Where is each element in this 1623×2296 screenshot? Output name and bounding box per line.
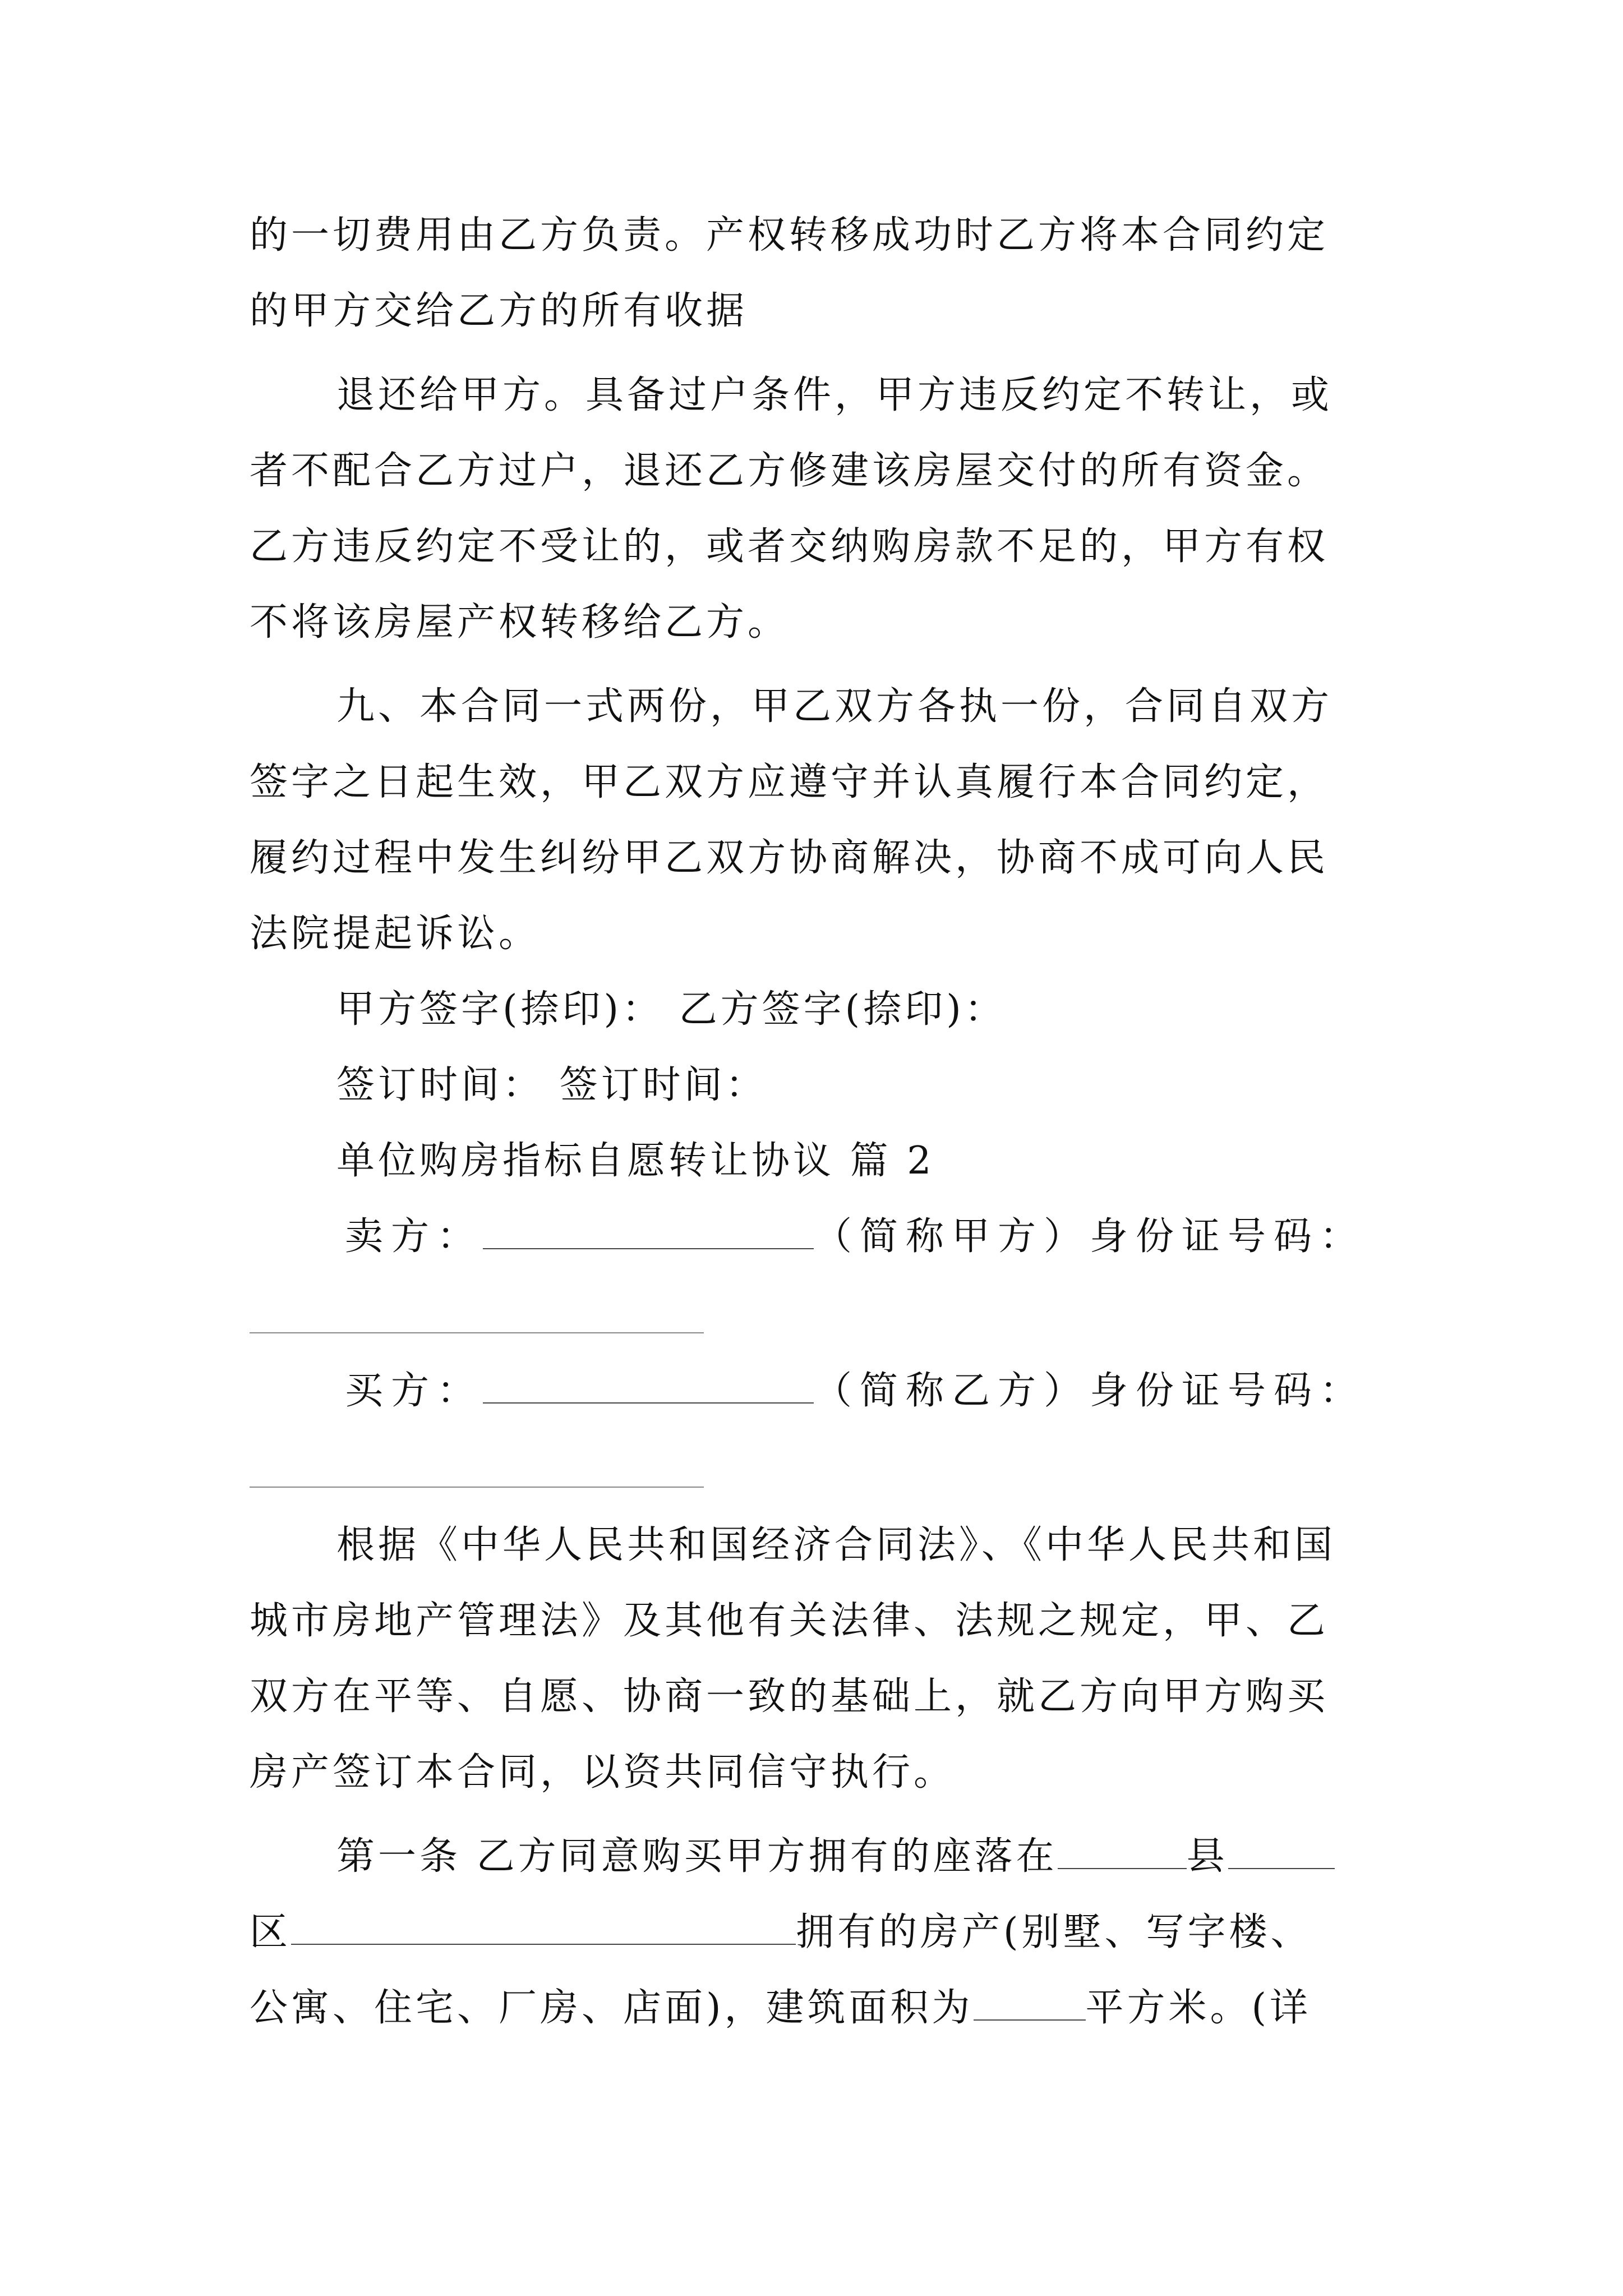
- seller-suffix: （简称甲方）身份证号码：: [814, 1214, 1366, 1259]
- district-label: 区: [250, 1910, 292, 1954]
- signature-line: 甲方签字(捺印)： 乙方签字(捺印)：: [336, 987, 1006, 1032]
- seller-id-blank: [250, 1332, 704, 1333]
- buyer-name-blank: [483, 1369, 814, 1404]
- text-line: 房产签订本合同，以资共同信守执行。: [250, 1750, 956, 1795]
- text-line: 九、本合同一式两份，甲乙双方各执一份，合同自双方: [336, 684, 1333, 729]
- text-line: 乙方违反约定不受让的，或者交纳购房款不足的，甲方有权: [250, 524, 1329, 569]
- text-line: 城市房地产管理法》及其他有关法律、法规之规定，甲、乙: [250, 1599, 1329, 1643]
- text-line: 者不配合乙方过户，退还乙方修建该房屋交付的所有资金。: [250, 449, 1329, 493]
- seller-line: [345, 1209, 1366, 1265]
- property-type-text: 拥有的房产(别墅、写字楼、: [796, 1910, 1312, 1954]
- article-1-line: [250, 1980, 1311, 2036]
- text-line: 法院提起诉讼。: [250, 912, 541, 956]
- area-unit-text: 平方米。(详: [1085, 1986, 1312, 2030]
- seller-label: 卖方：: [345, 1214, 483, 1259]
- county-label: 县: [1186, 1834, 1228, 1879]
- buyer-id-blank: [250, 1487, 704, 1488]
- text-line: 退还给甲方。具备过户条件，甲方违反约定不转让，或: [336, 373, 1333, 417]
- buyer-suffix: （简称乙方）身份证号码：: [814, 1369, 1366, 1413]
- text-line: 双方在平等、自愿、协商一致的基础上，就乙方向甲方购买: [250, 1674, 1329, 1719]
- county-blank-2: [1228, 1834, 1335, 1869]
- text-line: 的甲方交给乙方的所有收据: [250, 289, 748, 333]
- area-blank: [974, 1986, 1086, 2021]
- text-line: 不将该房屋产权转移给乙方。: [250, 600, 790, 645]
- buyer-line: [345, 1363, 1366, 1419]
- buyer-label: 买方：: [345, 1369, 483, 1413]
- text-line: 根据《中华人民共和国经济合同法》、《中华人民共和国: [336, 1523, 1336, 1567]
- signing-date-line: 签订时间： 签订时间：: [336, 1063, 767, 1107]
- article-1-line: [336, 1829, 1335, 1885]
- area-text: 公寓、住宅、厂房、店面)，建筑面积为: [250, 1986, 974, 2030]
- article-1-text: 第一条 乙方同意购买甲方拥有的座落在: [336, 1834, 1058, 1879]
- article-1-line: [250, 1904, 1312, 1961]
- text-line: 的一切费用由乙方负责。产权转移成功时乙方将本合同约定: [250, 213, 1329, 257]
- text-line: 履约过程中发生纠纷甲乙双方协商解决，协商不成可向人民: [250, 836, 1329, 880]
- district-blank: [291, 1910, 796, 1945]
- text-line: 签字之日起生效，甲乙双方应遵守并认真履行本合同约定，: [250, 760, 1329, 804]
- county-blank: [1058, 1834, 1187, 1869]
- section-heading: 单位购房指标自愿转让协议 篇 2: [336, 1139, 935, 1183]
- seller-name-blank: [483, 1214, 814, 1249]
